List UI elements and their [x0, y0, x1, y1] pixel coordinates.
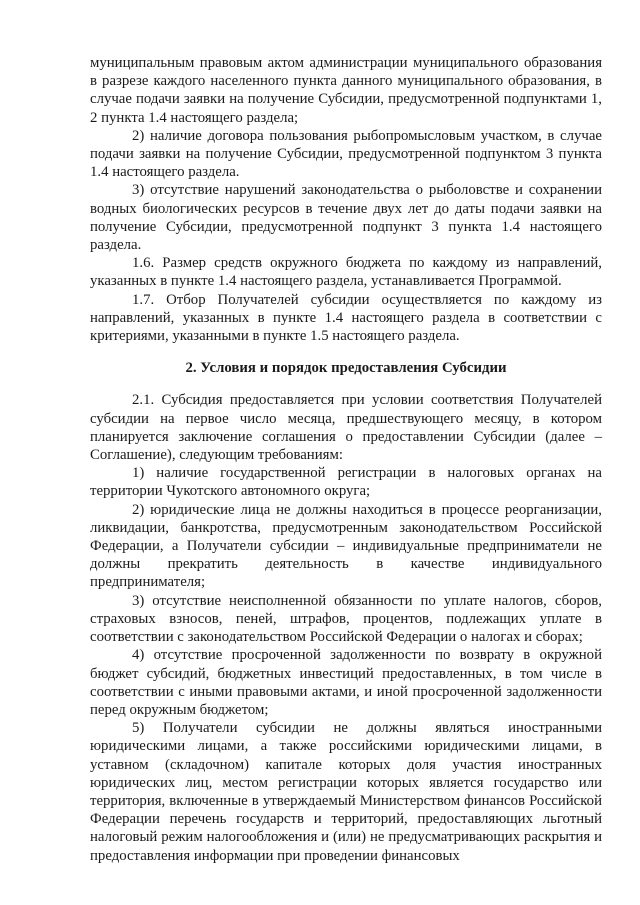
requirement-5: 5) Получатели субсидии не должны являться иностранными юридическими лицами, а также российскими юридическими лицами, в уставном (складочном) капитале которых доля участия иностранных юридических лиц, местом регистрации которых является государство или территория, включенные в утверждаемый Министерством финансов Российской Федерации перечень государств и территорий, предоставляющих льготный налоговый режим налогообложения и (или) не предусматривающих раскрытия и предоставления информации при проведении финансовых: [90, 720, 602, 864]
requirement-3: 3) отсутствие неисполненной обязанности по уплате налогов, сборов, страховых взносов, пеней, штрафов, процентов, подлежащих уплате в соответствии с законодательством Российской Федерации о налогах и сборах;: [90, 592, 602, 646]
requirement-2: 2) юридические лица не должны находиться в процессе реорганизации, ликвидации, банкротства, предусмотренным законодательством Российской Федерации, а Получатели субсидии – индивидуальные предприниматели не должны прекратить деятельность в качестве индивидуального предпринимателя;: [90, 501, 602, 591]
requirement-4: 4) отсутствие просроченной задолженности по возврату в окружной бюджет субсидий, бюджетных инвестиций предоставленных, в том числе в соответствии с иными правовыми актами, и иной просроченной задолженности перед окружным бюджетом;: [90, 647, 602, 718]
document-page: [90, 54, 602, 865]
section-heading: 2. Условия и порядок предоставления Субсидии: [185, 360, 507, 377]
paragraph-1-7: 1.7. Отбор Получателей субсидии осуществляется по каждому из направлений, указанных в пункте 1.4 настоящего раздела в соответствии с критериями, указанными в пункте 1.5 настоящего раздела.: [90, 291, 602, 345]
paragraph-continuation: муниципальным правовым актом администрации муниципального образования в разрезе каждого населенного пункта данного муниципального образования, в случае подачи заявки на получение Субсидии, предусмотренной подпунктами 1, 2 пункта 1.4 настоящего раздела;: [90, 55, 602, 126]
paragraph-item-2: 2) наличие договора пользования рыбопромысловым участком, в случае подачи заявки на получение Субсидии, предусмотренной подпунктом 3 пункта 1.4 настоящего раздела.: [90, 127, 602, 181]
paragraph-2-1: 2.1. Субсидия предоставляется при условии соответствия Получателей субсидии на первое число месяца, предшествующего месяцу, в котором планируется заключение соглашения о предоставлении Субсидии (далее – Соглашение), следующим требованиям:: [90, 392, 602, 464]
paragraph-1-6: 1.6. Размер средств окружного бюджета по каждому из направлений, указанных в пункте 1.4 настоящего раздела, устанавливается Программой.: [90, 255, 602, 290]
requirement-1: 1) наличие государственной регистрации в налоговых органах на территории Чукотского автономного округа;: [90, 465, 602, 500]
paragraph-item-3: 3) отсутствие нарушений законодательства о рыболовстве и сохранении водных биологических ресурсов в течение двух лет до даты подачи заявки на получение Субсидии, предусмотренной подпункт 3 пункта 1.4 настоящего раздела.: [90, 182, 602, 254]
